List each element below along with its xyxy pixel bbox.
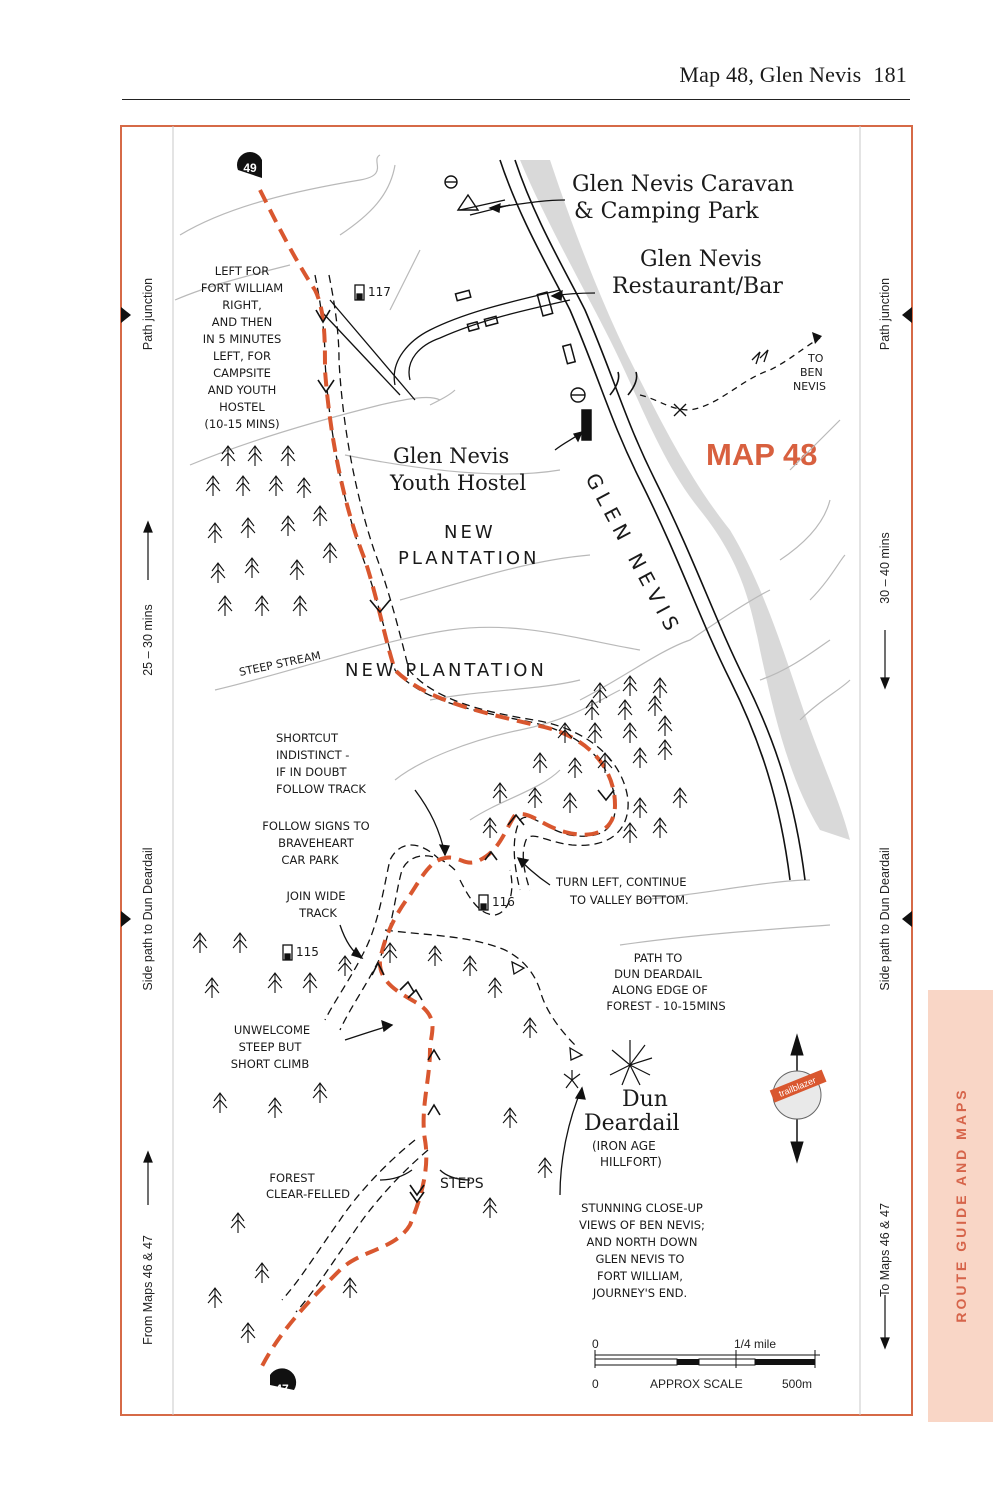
- notes-turn-left: [555, 875, 689, 907]
- tree-icon: [281, 446, 295, 466]
- tree-icon: [503, 1108, 517, 1128]
- tree-icon: [248, 446, 262, 466]
- svg-text:(10-15 MINS): (10-15 MINS): [204, 417, 280, 431]
- right-margin-side-path: Side path to Dun Deardail: [878, 847, 892, 991]
- to-ben-nevis-2: BEN: [800, 366, 823, 379]
- tree-icon: [568, 758, 582, 778]
- tree-icon: [290, 560, 304, 580]
- tree-icon: [528, 788, 542, 808]
- svg-text:DUN DEARDAIL: DUN DEARDAIL: [614, 967, 702, 981]
- tree-icon: [463, 956, 477, 976]
- svg-text:PATH TO: PATH TO: [633, 951, 683, 965]
- to-ben-nevis-3: NEVIS: [793, 380, 826, 393]
- tree-icon: [269, 476, 283, 496]
- hostel-label-2: Youth Hostel: [390, 471, 527, 495]
- tree-icon: [493, 783, 507, 803]
- tree-icon: [488, 978, 502, 998]
- tree-icon: [533, 753, 547, 773]
- svg-text:BRAVEHEART: BRAVEHEART: [278, 836, 354, 850]
- tree-icon: [623, 676, 637, 696]
- svg-text:JOIN WIDE: JOIN WIDE: [286, 889, 346, 903]
- tree-icon: [236, 476, 250, 496]
- map-title-header: Map 48, Glen Nevis: [679, 62, 862, 87]
- tree-icon: [633, 748, 647, 768]
- marker-49-label: 49: [243, 161, 257, 175]
- tree-icon: [297, 478, 311, 498]
- tree-icon: [255, 596, 269, 616]
- notes-shortcut: [276, 731, 366, 796]
- notes-follow-signs: [262, 819, 369, 867]
- tree-icon: [338, 956, 352, 976]
- tree-icon: [208, 1288, 222, 1308]
- caravan-park-label-2: & Camping Park: [574, 199, 759, 224]
- tree-icon: [231, 1213, 245, 1233]
- notes-join-wide: [286, 889, 346, 920]
- svg-text:FOLLOW TRACK: FOLLOW TRACK: [276, 782, 366, 796]
- svg-text:FOLLOW SIGNS TO: FOLLOW SIGNS TO: [262, 819, 370, 833]
- hillfort-symbol: [564, 1040, 652, 1088]
- place-labels: [238, 172, 826, 1169]
- tree-icon: [483, 1198, 497, 1218]
- scale-zero-top: 0: [592, 1337, 599, 1351]
- tree-icon: [428, 946, 442, 966]
- notes-forest: [266, 1171, 350, 1201]
- steep-stream-label: STEEP STREAM: [237, 648, 322, 679]
- notes-stunning: [579, 1201, 705, 1300]
- scale-bar: [592, 1337, 820, 1391]
- tree-icon: [281, 516, 295, 536]
- dun-deardail-label-2: Deardail: [584, 1111, 680, 1136]
- to-ben-nevis-1: TO: [808, 352, 824, 365]
- iron-age-label: (IRON AGE: [592, 1139, 656, 1153]
- new-plantation-label-1a: NEW: [444, 522, 496, 543]
- svg-text:AND THEN: AND THEN: [211, 315, 273, 329]
- tree-icon: [658, 740, 672, 760]
- map-number-title: MAP 48: [706, 437, 818, 472]
- svg-text:HOSTEL: HOSTEL: [219, 400, 265, 414]
- svg-text:LEFT, FOR: LEFT, FOR: [212, 349, 272, 363]
- left-margin-from-maps: From Maps 46 & 47: [141, 1235, 155, 1345]
- tree-icon: [268, 973, 282, 993]
- map-49-marker: [237, 152, 262, 178]
- svg-text:AND YOUTH: AND YOUTH: [207, 383, 277, 397]
- svg-text:TO VALLEY BOTTOM.: TO VALLEY BOTTOM.: [570, 893, 689, 907]
- marker-47-label: 47: [275, 1382, 289, 1396]
- tree-icon: [563, 793, 577, 813]
- tree-icon: [618, 700, 632, 720]
- waypoint-115: 115: [296, 945, 319, 959]
- compass-icon: [770, 1035, 827, 1162]
- right-margin-path-junction: Path junction: [878, 277, 892, 351]
- right-margin-to-maps: To Maps 46 & 47: [878, 1203, 892, 1297]
- scale-500m: 500m: [782, 1377, 813, 1391]
- svg-text:UNWELCOME: UNWELCOME: [233, 1023, 311, 1037]
- left-margin-side-path: Side path to Dun Deardail: [141, 847, 155, 991]
- svg-text:CAR PARK: CAR PARK: [281, 853, 339, 867]
- side-tab-label: ROUTE GUIDE AND MAPS: [953, 1087, 969, 1323]
- tree-icon: [648, 696, 662, 716]
- restaurant-label-1: Glen Nevis: [640, 247, 762, 272]
- waypoint-117: 117: [368, 285, 391, 299]
- new-plantation-label-2: NEW PLANTATION: [345, 660, 547, 681]
- waypoint-116: 116: [492, 895, 515, 909]
- tree-icon: [323, 543, 337, 563]
- dun-deardail-label-1: Dun: [622, 1087, 668, 1112]
- svg-text:JOURNEY'S END.: JOURNEY'S END.: [592, 1286, 688, 1300]
- scale-quarter-mile: 1/4 mile: [734, 1337, 777, 1351]
- scale-zero-bottom: 0: [592, 1377, 599, 1391]
- svg-text:LEFT FOR: LEFT FOR: [214, 264, 270, 278]
- svg-text:FOREST: FOREST: [269, 1171, 315, 1185]
- restaurant-label-2: Restaurant/Bar: [612, 274, 783, 299]
- svg-text:TURN LEFT, CONTINUE: TURN LEFT, CONTINUE: [556, 875, 687, 889]
- tree-icon: [343, 1278, 357, 1298]
- notes-left-for: [201, 264, 283, 431]
- tree-icon: [623, 823, 637, 843]
- svg-text:FORT WILLIAM,: FORT WILLIAM,: [597, 1269, 683, 1283]
- tree-icon: [658, 716, 672, 736]
- svg-text:RIGHT,: RIGHT,: [222, 298, 262, 312]
- tree-icon: [653, 818, 667, 838]
- svg-text:ALONG EDGE OF: ALONG EDGE OF: [612, 983, 708, 997]
- svg-text:INDISTINCT -: INDISTINCT -: [276, 748, 350, 762]
- tree-icon: [206, 476, 220, 496]
- new-plantation-label-1b: PLANTATION: [398, 548, 540, 569]
- left-margin-time: 25 – 30 mins: [141, 604, 155, 676]
- svg-text:GLEN NEVIS TO: GLEN NEVIS TO: [595, 1252, 685, 1266]
- svg-text:FOREST - 10-15MINS: FOREST - 10-15MINS: [606, 999, 726, 1013]
- hillfort-label: HILLFORT): [600, 1155, 662, 1169]
- svg-text:IF IN DOUBT: IF IN DOUBT: [276, 765, 347, 779]
- notes-path-to-dun: [606, 951, 725, 1013]
- svg-text:FORT WILLIAM: FORT WILLIAM: [200, 281, 284, 295]
- tree-icon: [268, 1098, 282, 1118]
- svg-text:CLEAR-FELLED: CLEAR-FELLED: [265, 1187, 351, 1201]
- tree-icon: [623, 723, 637, 743]
- tree-icon: [588, 723, 602, 743]
- glen-nevis-road-label: GLEN NEVIS: [580, 469, 687, 640]
- svg-text:VIEWS OF BEN NEVIS;: VIEWS OF BEN NEVIS;: [579, 1218, 705, 1232]
- tree-icon: [293, 596, 307, 616]
- tree-icon: [483, 818, 497, 838]
- tree-icon: [213, 1093, 227, 1113]
- right-margin-time: 30 – 40 mins: [878, 532, 892, 604]
- page-number: 181: [873, 62, 907, 87]
- ben-nevis-path: [640, 338, 820, 410]
- notes-unwelcome: [231, 1023, 310, 1071]
- tree-icon: [233, 933, 247, 953]
- label-pointers: [340, 200, 595, 1195]
- trailblazer-logo: trailblazer: [777, 1074, 818, 1099]
- svg-text:AND NORTH DOWN: AND NORTH DOWN: [586, 1235, 698, 1249]
- svg-text:STUNNING CLOSE-UP: STUNNING CLOSE-UP: [581, 1201, 703, 1215]
- svg-text:TRACK: TRACK: [299, 906, 337, 920]
- tree-icon: [211, 563, 225, 583]
- svg-text:SHORT CLIMB: SHORT CLIMB: [230, 1057, 310, 1071]
- caravan-park-label-1: Glen Nevis Caravan: [572, 172, 795, 197]
- tree-icon: [241, 1323, 255, 1343]
- tree-icon: [673, 788, 687, 808]
- tree-icon: [208, 523, 222, 543]
- tree-icon: [633, 798, 647, 818]
- tree-icon: [245, 558, 259, 578]
- svg-text:CAMPSITE: CAMPSITE: [213, 366, 271, 380]
- svg-text:IN 5 MINUTES: IN 5 MINUTES: [202, 332, 282, 346]
- hostel-label-1: Glen Nevis: [393, 444, 510, 468]
- svg-text:STEEP BUT: STEEP BUT: [238, 1040, 302, 1054]
- tree-icon: [313, 1083, 327, 1103]
- tree-icon: [585, 700, 599, 720]
- tree-icon: [205, 978, 219, 998]
- tree-icon: [653, 678, 667, 698]
- tree-icon: [193, 933, 207, 953]
- tree-icon: [523, 1018, 537, 1038]
- notes-steps: STEPS: [440, 1176, 484, 1192]
- map-47-marker: [270, 1368, 296, 1396]
- svg-text:SHORTCUT: SHORTCUT: [276, 731, 338, 745]
- scale-approx: APPROX SCALE: [650, 1377, 743, 1391]
- tree-icon: [313, 506, 327, 526]
- tree-icon: [538, 1158, 552, 1178]
- tree-icon: [303, 973, 317, 993]
- tree-icon: [255, 1263, 269, 1283]
- left-margin-path-junction: Path junction: [141, 277, 155, 351]
- tree-icon: [241, 518, 255, 538]
- tree-icon: [218, 596, 232, 616]
